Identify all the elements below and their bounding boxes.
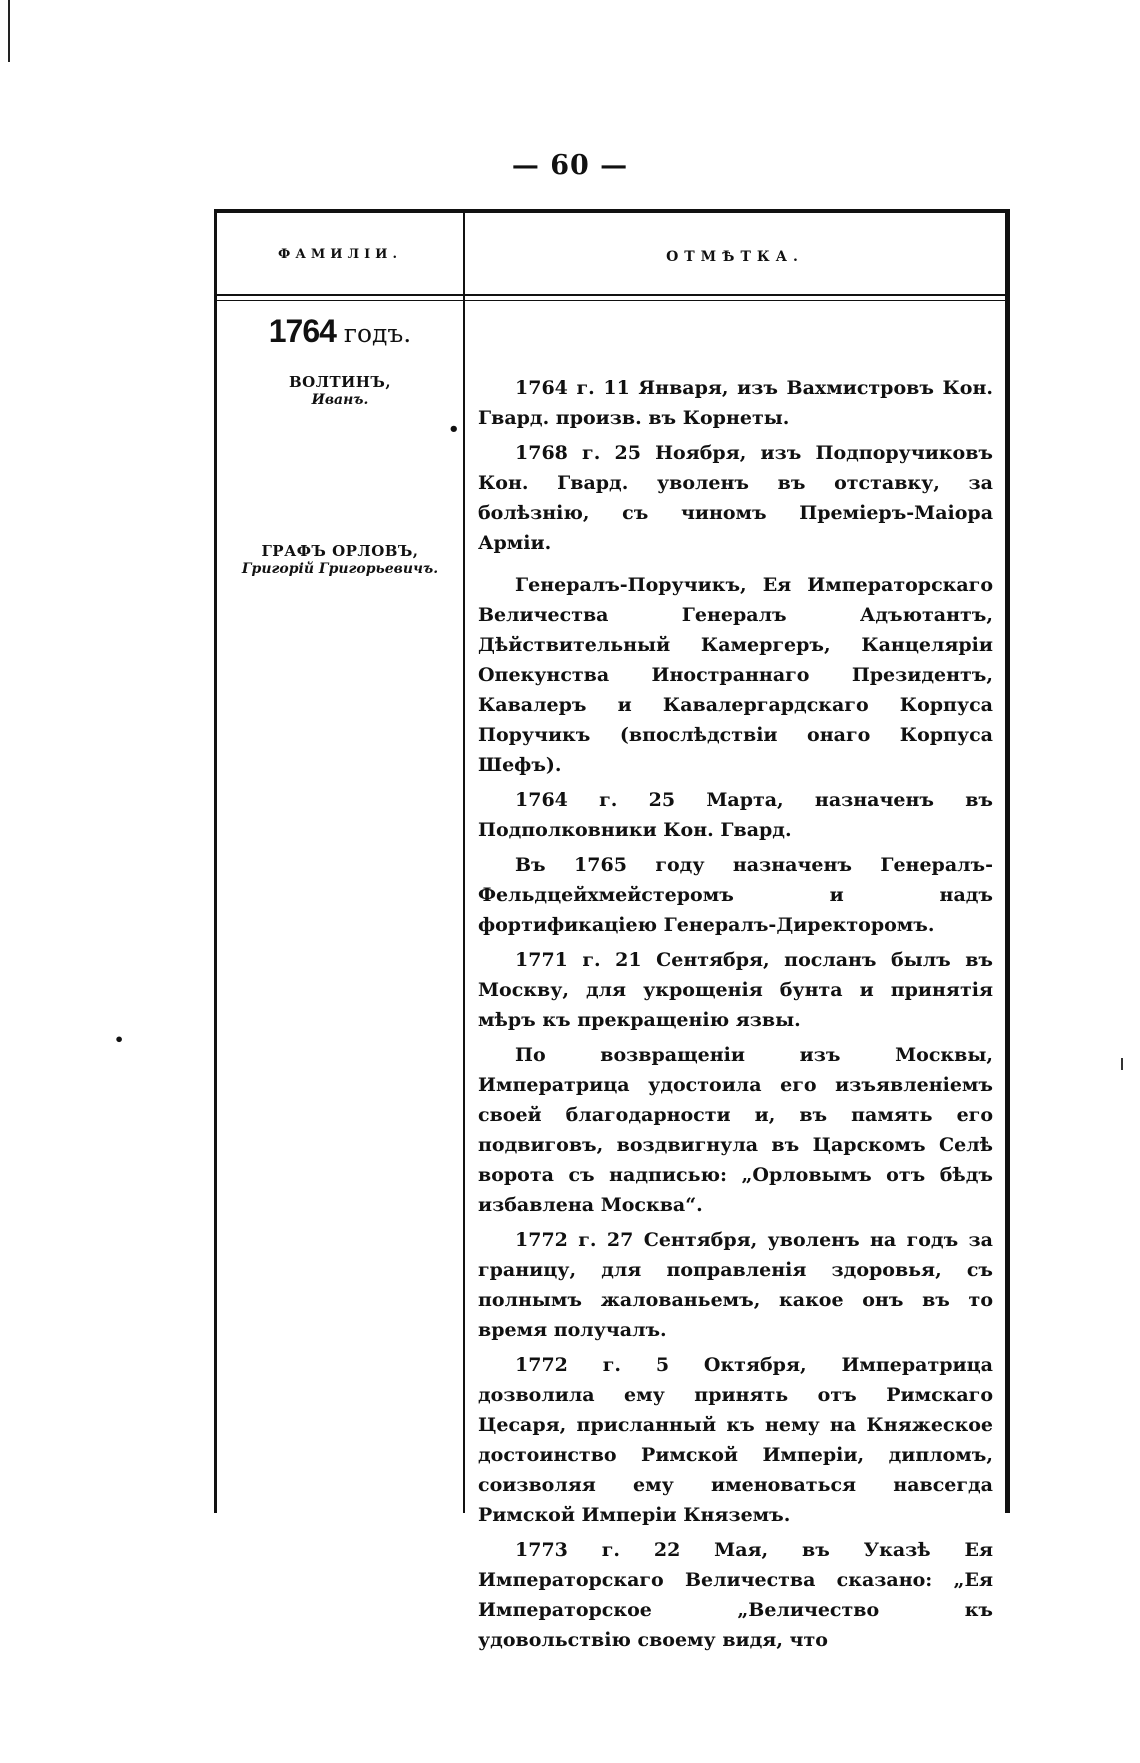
year-heading bbox=[217, 313, 463, 350]
year-number: 1764 bbox=[268, 313, 336, 349]
margin-stray-mark: • bbox=[114, 1030, 125, 1049]
remark-paragraph: 1772 г. 27 Сентября, уволенъ на годъ за границу, для поправленія здоровья, съ полнымъ жалованьемъ, какое онъ въ то время получалъ. bbox=[478, 1229, 993, 1341]
remark-paragraph: 1768 г. 25 Ноября, изъ Подпоручиковъ Кон. Гвард. уволенъ въ отставку, за болѣзнію, съ чиномъ Премiеръ-Маiора Армiи. bbox=[478, 442, 993, 554]
year-suffix: годъ. bbox=[343, 319, 412, 348]
scan-edge-line bbox=[8, 0, 10, 62]
person-surname: ГРАФЪ ОРЛОВЪ, bbox=[261, 542, 419, 560]
register-table bbox=[214, 209, 1010, 1651]
remark-paragraph: 1771 г. 21 Сентября, посланъ былъ въ Москву, для укрощенія бунта и принятія мѣръ къ прекращенію язвы. bbox=[478, 949, 993, 1031]
column-header-remarks: ОТМѢТКА. bbox=[666, 249, 804, 265]
person-surname: ВОЛТИНЪ, bbox=[288, 373, 392, 391]
person-entry-voltin bbox=[217, 373, 463, 409]
header-rule bbox=[217, 294, 1005, 301]
remark-paragraph: Генералъ-Поручикъ, Ея Императорскаго Величества Генералъ Адъютантъ, Дѣйствительный Камергеръ, Канцеляріи Опекунства Иностраннаго Президентъ, Кавалеръ и Кавалергардскаго Корпуса Поручикъ (впослѣдствіи онаго Корпуса Шефъ). bbox=[478, 574, 993, 776]
person-given-name: Иванъ. bbox=[311, 391, 369, 408]
remark-paragraph: По возвращеніи изъ Москвы, Императрица удостоила его изъявленіемъ своей благодарности и, въ память его подвиговъ, воздвигнула въ Царскомъ Селѣ ворота съ надписью: „Орловымъ отъ бѣдъ избавлена Москва“. bbox=[478, 1044, 993, 1216]
column-header-surnames: ФАМИЛІИ. bbox=[278, 247, 402, 262]
person-given-name: Григорій Григорьевичъ. bbox=[241, 560, 439, 577]
column-divider bbox=[463, 213, 465, 1513]
remark-paragraph: 1772 г. 5 Октября, Императрица дозволила ему принять отъ Римскаго Цесаря, присланный къ нему на Княжеское достоинство Римской Имперіи, дипломъ, соизволяя ему именоваться навсегда Римской Имперіи Княземъ. bbox=[478, 1354, 993, 1526]
remark-paragraph: 1764 г. 11 Января, изъ Вахмистровъ Кон. Гвард. произв. въ Корнеты. bbox=[478, 377, 993, 429]
page-number: — 60 — bbox=[511, 150, 629, 181]
remark-paragraph: 1773 г. 22 Мая, въ Указѣ Ея Императорскаго Величества сказано: „Ея Императорское „Величество къ удовольствію своему видя, что bbox=[478, 1539, 993, 1651]
dot-mark: • bbox=[448, 419, 460, 440]
person-entry-orlov bbox=[217, 542, 463, 578]
remarks-column bbox=[478, 373, 993, 1660]
margin-tick-mark bbox=[1121, 1058, 1123, 1070]
remark-paragraph: Въ 1765 году назначенъ Генералъ-Фельдцейхмейстеромъ и надъ фортификаціею Генералъ-Директоромъ. bbox=[478, 854, 993, 936]
remark-paragraph: 1764 г. 25 Марта, назначенъ въ Подполковники Кон. Гвард. bbox=[478, 789, 993, 841]
